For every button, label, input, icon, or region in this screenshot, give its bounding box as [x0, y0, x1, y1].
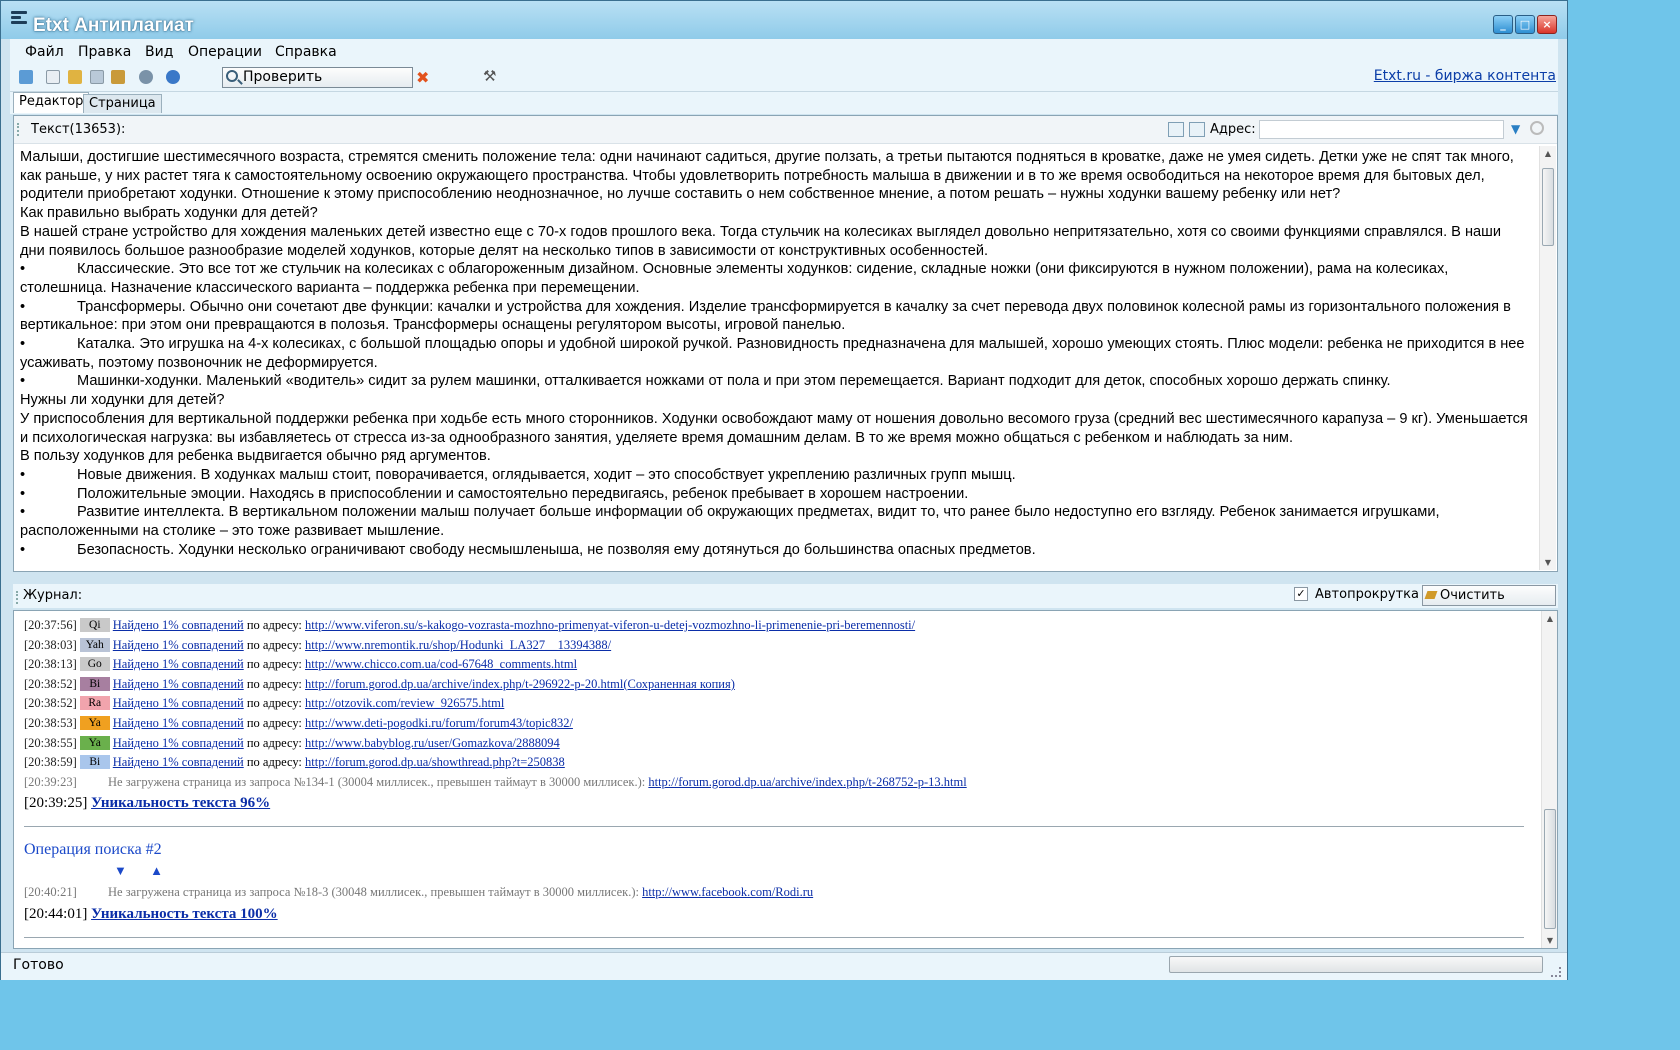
matches-found-link[interactable]: Найдено 1% совпадений [112, 715, 244, 730]
matches-found-link[interactable]: Найдено 1% совпадений [112, 755, 244, 770]
entry-time: [20:38:13] [24, 657, 77, 672]
journal-entry [24, 714, 1539, 734]
open-folder-icon[interactable] [19, 70, 33, 84]
tools-icon[interactable]: ⚒ [483, 67, 497, 85]
search-engine-badge: Ra [80, 696, 110, 710]
text-paragraph: Малыши, достигшие шестимесячного возраста, стремятся сменить положение тела: одни начинают садиться, другие ползать, а третьи пытаются подняться в кроватке, даже не умея сидеть. Детки уже не спят так много, как раньше, у них растет тяга к самостоятельному освоению окружающего пространства. Чтобы удовлетворить потребность малыша в движении и в то же время освободиться на некоторое время для бытовых дел, родители приобретают ходунки. Отношение к этому приспособлению неоднозначное, но лучше составить о нем собственное мнение, а потом решать – нужны ходунки вашему ребенку или нет? [20, 149, 1514, 203]
menu-file[interactable]: Файл [25, 44, 64, 60]
collapse-expand-arrows[interactable]: ▼ ▲ [114, 863, 173, 879]
text-paragraph: Нужны ли ходунки для детей? [20, 392, 225, 409]
cut-icon[interactable] [68, 70, 82, 84]
result-url-link[interactable]: http://forum.gorod.dp.ua/archive/index.php/t-268752-p-13.html [648, 774, 967, 789]
uniqueness-result-link[interactable]: Уникальность текста 100% [91, 905, 278, 922]
app-title: Etxt Антиплагиат [33, 15, 194, 36]
new-document-icon[interactable] [46, 70, 60, 84]
autoscroll-label: Автопрокрутка [1315, 587, 1419, 602]
minimize-button[interactable]: _ [1493, 15, 1513, 34]
journal-entry [24, 616, 1539, 636]
toolbar [10, 65, 1558, 92]
scroll-up-icon[interactable]: ▲ [1546, 614, 1554, 623]
entry-time: [20:38:52] [24, 676, 77, 691]
matches-found-link[interactable]: Найдено 1% совпадений [112, 676, 244, 691]
result-url-link[interactable]: http://www.chicco.com.ua/cod-67648_comments.html [305, 657, 578, 672]
menu-help[interactable]: Справка [275, 44, 337, 60]
status-text: Готово [13, 957, 64, 973]
bullet-marker: • [20, 261, 26, 278]
matches-found-link[interactable]: Найдено 1% совпадений [112, 735, 244, 750]
scroll-down-icon[interactable]: ▼ [1544, 558, 1552, 567]
close-button[interactable]: × [1537, 15, 1557, 34]
result-url-link[interactable]: http://www.nremontik.ru/shop/Hodunki_LA327__13394388/ [305, 637, 612, 652]
uniqueness-result-link[interactable]: Уникальность текста 96% [91, 795, 271, 812]
maximize-button[interactable]: □ [1515, 15, 1535, 34]
journal-header [13, 584, 1558, 608]
journal-entry [24, 753, 1539, 773]
result-url-link[interactable]: http://www.facebook.com/Rodi.ru [642, 885, 814, 900]
journal-entry [24, 734, 1539, 754]
error-row: [20:40:21] Не загружена страница из запроса №18-3 (30048 миллисек., превышен таймаут в 30000 миллисек.): http://www.facebook.com/Rodi.ru [24, 885, 814, 900]
matches-found-link[interactable]: Найдено 1% совпадений [112, 657, 244, 672]
result-url-link[interactable]: http://www.babyblog.ru/user/Gomazkova/2888094 [305, 735, 560, 750]
journal-scrollbar[interactable] [1541, 611, 1558, 948]
check-uniqueness-button[interactable]: Проверить [222, 67, 413, 88]
text-paragraph: У приспособления для вертикальной поддержки ребенка при ходьбе есть много сторонников. Ходунки освобождают маму от ношения довольно весомого груза (средний вес шестимесячного карапуза – 9 кг). Уменьшается и психологическая нагрузка: вы избавляетесь от стресса из-за однообразного занятия, уделяете время домашним делам. В то же время можно общаться с ребенком и наблюдать за ним. [20, 410, 1528, 446]
bullet-paragraph: • Каталка. Это игрушка на 4-х колесиках, с большой площадью опоры и удобной широкой ручкой. Разновидность предназначена для малышей, хорошо умеющих стоять. Плюс модели: ребенка не приходится в нее усаживать, поэтому позвоночник не деформируется. [20, 336, 1525, 371]
clear-journal-button[interactable]: Очистить [1422, 585, 1556, 606]
at-address-label: по адресу: [246, 755, 302, 770]
grip-handle [17, 123, 19, 136]
result-url-link[interactable]: http://forum.gorod.dp.ua/showthread.php?t=250838 [305, 755, 565, 770]
menu-operations[interactable]: Операции [188, 44, 262, 60]
search-engine-badge: Qi [80, 618, 110, 632]
bullet-marker: • [20, 504, 26, 521]
search-engine-badge: Ya [80, 736, 110, 750]
error-row: [20:39:23] Не загружена страница из запроса №134-1 (30004 миллисек., превышен таймаут в 30000 миллисек.): http://forum.gorod.dp.ua/archive/index.php/t-268752-p-13.html [24, 774, 967, 789]
progress-bar [1169, 956, 1543, 973]
paste-icon[interactable] [111, 70, 125, 84]
bullet-marker: • [20, 336, 26, 353]
scroll-thumb[interactable] [1544, 809, 1556, 929]
at-address-label: по адресу: [246, 657, 302, 672]
bullet-marker: • [20, 373, 26, 390]
bullet-paragraph: • Машинки-ходунки. Маленький «водитель» сидит за рулем машинки, отталкивается ножками от пола и при этом перемещается. Вариант подходит для деток, способных хорошо держать спинку. [20, 373, 1391, 390]
at-address-label: по адресу: [246, 735, 302, 750]
view-split-icon[interactable] [1189, 122, 1205, 137]
text-paragraph: В нашей стране устройство для хождения маленьких детей известно еще с 70-х годов прошлого века. Тогда стульчик на колесиках выглядел довольно непритязательно, хотя со своими функциями справлялся. В наши дни появилось большое разнообразие моделей ходунков, которые делят на несколько типов в зависимости от конструктивных особенностей. [20, 223, 1502, 259]
result-url-link[interactable]: http://www.deti-pogodki.ru/forum/forum43/topic832/ [305, 715, 573, 730]
tab-editor[interactable]: Редактор [13, 92, 89, 113]
bullet-marker: • [20, 485, 26, 502]
bullet-paragraph: • Новые движения. В ходунках малыш стоит, поворачивается, оглядывается, ходит – это способствует укреплению различных групп мышц. [20, 466, 1016, 483]
search-engine-badge: Bi [80, 677, 110, 691]
app-icon [11, 11, 27, 27]
entry-time: [20:38:53] [24, 715, 77, 730]
separator [24, 826, 1524, 827]
address-input[interactable] [1259, 120, 1504, 139]
scroll-thumb[interactable] [1542, 168, 1554, 246]
text-paragraph: Как правильно выбрать ходунки для детей? [20, 205, 318, 222]
scroll-up-icon[interactable]: ▲ [1544, 149, 1552, 158]
journal-entry [24, 694, 1539, 714]
text-editor[interactable] [20, 148, 1528, 568]
at-address-label: по адресу: [246, 715, 302, 730]
text-paragraph: В пользу ходунков для ребенка выдвигается обычно ряд аргументов. [20, 448, 491, 465]
at-address-label: по адресу: [246, 696, 302, 711]
resize-grip-icon[interactable] [1551, 967, 1561, 977]
editor-scrollbar[interactable] [1539, 146, 1556, 570]
entry-time: [20:38:03] [24, 637, 77, 652]
bullet-paragraph: • Трансформеры. Обычно они сочетают две функции: качалки и устройства для хождения. Изделие трансформируется в качалку за счет перевода двух половинок колесной рамы из горизонтального положения в вертикальное: при этом они превращаются в полозья. Трансформеры оснащены регулятором высоты, игровой панелью. [20, 298, 1511, 334]
search-engine-badge: Yah [80, 638, 110, 652]
journal-label: Журнал: [23, 588, 83, 603]
menu-view[interactable]: Вид [145, 44, 174, 60]
copy-icon[interactable] [90, 70, 104, 84]
tab-page[interactable]: Страница [83, 94, 162, 113]
info-icon[interactable] [166, 70, 180, 84]
result-url-link[interactable]: http://otzovik.com/review_926575.html [305, 696, 505, 711]
matches-found-link[interactable]: Найдено 1% совпадений [112, 696, 244, 711]
bullet-paragraph: • Положительные эмоции. Находясь в приспособлении и самостоятельно передвигаясь, ребенок пребывает в хорошем настроении. [20, 485, 969, 502]
editor-header [14, 116, 1557, 144]
result-url-link[interactable]: http://forum.gorod.dp.ua/archive/index.php/t-296922-p-20.html(Сохраненная копия) [305, 676, 735, 691]
bullet-paragraph: • Развитие интеллекта. В вертикальном положении малыш получает больше информации об окружающих предметах, видит то, что ранее было недоступно его взгляду. Ребенок занимается игрушками, расположенными на столике – это тоже развивает мышление. [20, 504, 1440, 540]
grip-handle [16, 591, 18, 604]
entry-time: [20:37:56] [24, 618, 77, 632]
separator [24, 937, 1524, 938]
bullet-marker: • [20, 541, 26, 558]
at-address-label: по адресу: [246, 637, 302, 652]
search-icon [226, 70, 238, 82]
disabled-icon[interactable] [1530, 121, 1544, 135]
journal-entry [24, 675, 1539, 695]
bullet-marker: • [20, 466, 26, 483]
etxt-exchange-link[interactable]: Etxt.ru - биржа контента [1373, 68, 1556, 84]
operation-title: Операция поиска #2 [24, 841, 162, 859]
editor-panel [13, 115, 1558, 572]
address-label: Адрес: [1210, 122, 1256, 137]
bullet-marker: • [20, 298, 26, 315]
journal-log [13, 610, 1558, 949]
matches-found-link[interactable]: Найдено 1% совпадений [112, 618, 244, 632]
at-address-label: по адресу: [246, 618, 302, 632]
menu-edit[interactable]: Правка [78, 44, 132, 60]
entry-time: [20:38:52] [24, 696, 77, 711]
journal-entry [24, 655, 1539, 675]
at-address-label: по адресу: [246, 676, 302, 691]
uniqueness-result: [20:44:01] Уникальность текста 100% [24, 905, 278, 922]
entry-time: [20:38:59] [24, 755, 77, 770]
result-url-link[interactable]: http://www.viferon.su/s-kakogo-vozrasta-mozhno-primenyat-viferon-u-detej-vozmozhno-li-primenenie-pri-beremennosti/ [305, 618, 916, 632]
search-engine-badge: Bi [80, 755, 110, 769]
stop-icon[interactable]: ✖ [416, 68, 430, 87]
text-length-label: Текст(13653): [31, 122, 126, 137]
entry-time: [20:38:55] [24, 735, 77, 750]
title-bar[interactable] [1, 1, 1567, 39]
bullet-paragraph: • Классические. Это все тот же стульчик на колесиках с облагороженным дизайном. Основные элементы ходунков: сидение, складные ножки (они фиксируются в нужном положении), рама на колесиках, столешница. Назначение классического варианта – поддержка ребенка при перемещении. [20, 261, 1449, 296]
matches-found-link[interactable]: Найдено 1% совпадений [112, 637, 244, 652]
scroll-down-icon[interactable]: ▼ [1546, 936, 1554, 945]
autoscroll-checkbox[interactable]: ✓ [1294, 587, 1308, 601]
tab-strip [10, 92, 1558, 114]
journal-entry [24, 636, 1539, 656]
uniqueness-result: [20:39:25] Уникальность текста 96% [24, 795, 271, 812]
menu-bar [10, 39, 1558, 65]
status-bar [1, 952, 1567, 980]
bullet-paragraph: • Безопасность. Ходунки несколько ограничивают свободу несмышленыша, не позволяя ему дотянуться до большинства опасных предметов. [20, 541, 1036, 558]
search-engine-badge: Ya [80, 716, 110, 730]
settings-icon[interactable] [139, 70, 153, 84]
view-plain-icon[interactable] [1168, 122, 1184, 137]
search-engine-badge: Go [80, 657, 110, 671]
filter-icon[interactable]: ▼ [1511, 122, 1521, 136]
